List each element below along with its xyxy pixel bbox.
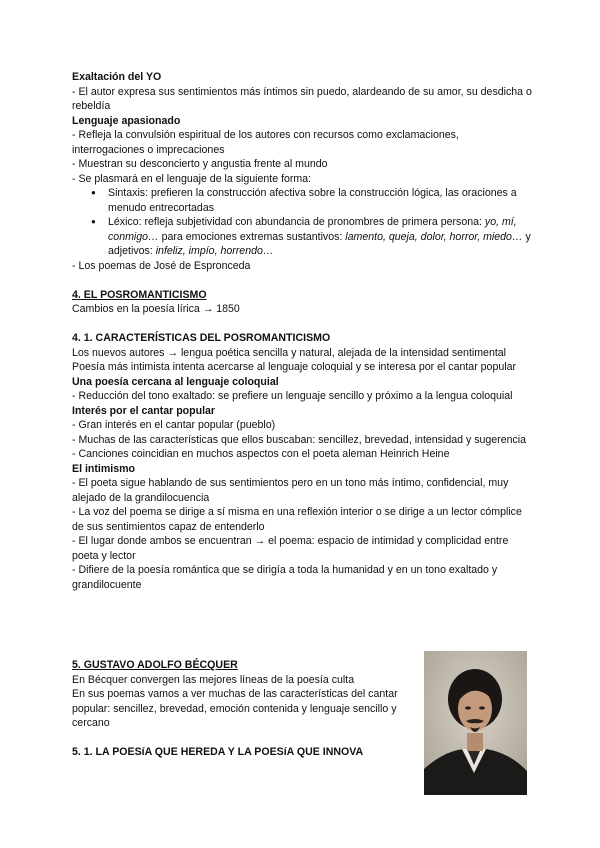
paragraph: - El poeta sigue hablando de sus sentimientos pero en un tono más íntimo, confidencial, muy alejado de la grandilocuencia (72, 477, 509, 504)
becquer-section (72, 658, 417, 760)
paragraph: - Difiere de la poesía romántica que se dirigía a toda la humanidad y en un tono exaltado y grandilocuente (72, 564, 498, 591)
heading-exaltacion-yo: Exaltación del YO (72, 71, 162, 83)
portrait-illustration (424, 651, 527, 795)
paragraph: Poesía más intimista intenta acercarse al lenguaje coloquial y se interesa por el cantar popular (72, 361, 517, 373)
paragraph: En sus poemas vamos a ver muchas de las características del cantar popular: sencillez, brevedad, emoción contenida y lenguaje sencillo y cercano (72, 688, 398, 729)
heading-cantar-popular: Interés por el cantar popular (72, 404, 216, 417)
paragraph: - Muchas de las características que ellos buscaban: sencillez, brevedad, intensidad y sugerencia (72, 433, 527, 446)
heading-intimismo: El intimismo (72, 462, 135, 475)
section-title-posromanticismo: 4. EL POSROMANTICISMO (72, 288, 207, 301)
document-body (72, 70, 532, 592)
becquer-portrait-image (424, 651, 527, 795)
bullet-list (72, 186, 532, 259)
text-run: y adjetivos: (108, 230, 531, 257)
paragraph: En Bécquer convergen las mejores líneas de la poesía culta (72, 673, 355, 686)
italic-run: infeliz, impío, horrendo… (155, 245, 274, 257)
paragraph: - Reducción del tono exaltado: se prefiere un lenguaje sencillo y próximo a la lengua coloquial (72, 390, 513, 402)
heading-lenguaje-apasionado: Lenguaje apasionado (72, 114, 181, 127)
section-title-becquer: 5. GUSTAVO ADOLFO BÉCQUER (72, 659, 238, 671)
subsection-title-caracteristicas: 4. 1. CARACTERÍSTICAS DEL POSROMANTICISMO (72, 332, 331, 344)
paragraph: - Canciones coincidian en muchos aspectos con el poeta aleman Heinrich Heine (72, 448, 450, 460)
paragraph: - Se plasmará en el lenguaje de la siguiente forma: (72, 172, 312, 185)
paragraph: - El lugar donde ambos se encuentran → el poema: espacio de intimidad y complicidad entre poeta y lector (72, 535, 509, 562)
paragraph: - Gran interés en el cantar popular (pueblo) (72, 419, 276, 431)
bullet-item-lexico (108, 215, 532, 259)
paragraph: - Los poemas de José de Espronceda (72, 259, 251, 272)
italic-run: lamento, queja, dolor, horror, miedo… (345, 230, 523, 243)
subsection-title-poesia-hereda: 5. 1. LA POESíA QUE HEREDA Y LA POESíA QUE INNOVA (72, 746, 364, 758)
paragraph: Cambios en la poesía lírica → 1850 (72, 303, 240, 315)
paragraph: - El autor expresa sus sentimientos más íntimos sin puedo, alardeando de su amor, su desdicha o rebeldía (72, 85, 532, 112)
italic-run: yo, mí, conmigo… (108, 216, 517, 243)
bullet-item-sintaxis: ● Sintaxis: prefieren la construcción afectiva sobre la construcción lógica, las oraciones a menudo entrecortadas (108, 186, 532, 215)
paragraph: - La voz del poema se dirige a sí misma en una reflexión interior o se dirige a un lector cómplice de sus sentimientos capaz de entenderlo (72, 506, 522, 533)
heading-poesia-cercana: Una poesía cercana al lenguaje coloquial (72, 375, 279, 388)
paragraph: Los nuevos autores → lengua poética sencilla y natural, alejada de la intensidad sentimental (72, 346, 507, 359)
paragraph: - Refleja la convulsión espiritual de los autores con recursos como exclamaciones, interrogaciones o imprecaciones (72, 129, 459, 156)
paragraph: - Muestran su desconcierto y angustia frente al mundo (72, 158, 328, 170)
text-run: para emociones extremas sustantivos: (158, 230, 346, 243)
text-run: Léxico: refleja subjetividad con abundancia de pronombres de primera persona: (108, 216, 485, 228)
